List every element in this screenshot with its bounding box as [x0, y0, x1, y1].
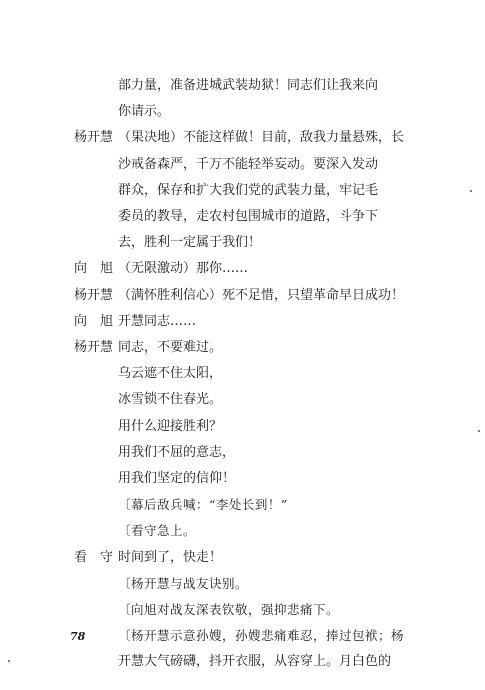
- dialogue-text: 同志，不要难过。: [118, 340, 223, 355]
- script-line: [0, 308, 485, 336]
- dialogue-text: 群众，保存和扩大我们党的武装力量，牢记毛: [118, 182, 379, 198]
- scan-speck: [478, 430, 480, 432]
- dialogue-text: （满怀胜利信心）死不足惜，只望革命早日成功！: [118, 287, 405, 303]
- script-line: [0, 282, 485, 310]
- dialogue-text: 委员的教导，走农村包围城市的道路，斗争下: [118, 209, 379, 224]
- script-line: [0, 517, 485, 545]
- speaker-name: 杨开慧: [74, 130, 114, 146]
- script-line: [0, 72, 485, 100]
- script-line: [0, 491, 485, 519]
- script-line: [0, 413, 485, 441]
- dialogue-text: 用我们不屈的意志，: [118, 444, 236, 460]
- script-line: [0, 229, 485, 257]
- dialogue-text: 去，胜利一定属于我们！: [118, 235, 262, 251]
- dialogue-text: 部力量，准备进城武装劫狱！同志们让我来向: [118, 78, 379, 93]
- dialogue-text: 开慧同志……: [118, 313, 197, 329]
- script-line: [0, 596, 485, 624]
- script-line: [0, 360, 485, 388]
- stage-direction: 〔看守急上。: [118, 523, 197, 539]
- script-line: [0, 465, 485, 493]
- script-line: [0, 386, 485, 414]
- scan-speck: [470, 190, 472, 192]
- script-line: [0, 124, 485, 152]
- stage-direction: 〔杨开慧与战友诀别。: [118, 575, 249, 591]
- stage-direction: 〔向旭对战友深表钦敬，强抑悲痛下。: [118, 602, 340, 617]
- speaker-name: 杨开慧: [74, 287, 114, 303]
- dialogue-text: 沙戒备森严，千万不能轻举妄动。要深入发动: [118, 156, 379, 172]
- dialogue-text: （无限激动）那你……: [118, 261, 249, 277]
- scan-speck: [8, 660, 10, 662]
- page-number: 78: [70, 630, 86, 643]
- dialogue-text: 开慧大气磅礴，抖开衣服，从容穿上。月白色的: [118, 654, 392, 670]
- dialogue-text: 冰雪锁不住春光。: [118, 392, 223, 408]
- script-line: [0, 570, 485, 598]
- script-line: [0, 151, 485, 179]
- script-line: [0, 544, 485, 572]
- dialogue-text: 乌云遮不住太阳，: [118, 366, 223, 382]
- dialogue-text: 你请示。: [118, 104, 171, 120]
- speaker-name: 看 守: [74, 549, 114, 565]
- stage-direction: 〔幕后敌兵喊：“李处长到！”: [118, 497, 288, 513]
- script-line: [0, 203, 485, 231]
- dialogue-text: 用什么迎接胜利？: [118, 418, 223, 434]
- speaker-name: 向 旭: [74, 261, 114, 277]
- script-line: [0, 255, 485, 283]
- speaker-name: 杨开慧: [74, 340, 114, 355]
- script-line: [0, 439, 485, 467]
- script-line: [0, 334, 485, 362]
- dialogue-text: （果决地）不能这样做！目前，敌我力量悬殊，长: [118, 130, 405, 146]
- stage-direction: 〔杨开慧示意孙嫂，孙嫂悲痛难忍，捧过包袱；杨: [118, 628, 405, 644]
- script-line: [0, 98, 485, 126]
- script-line: [0, 648, 485, 676]
- script-line: [0, 177, 485, 205]
- dialogue-text: 时间到了，快走！: [118, 549, 223, 565]
- speaker-name: 向 旭: [74, 313, 114, 329]
- dialogue-text: 用我们坚定的信仰！: [118, 471, 236, 486]
